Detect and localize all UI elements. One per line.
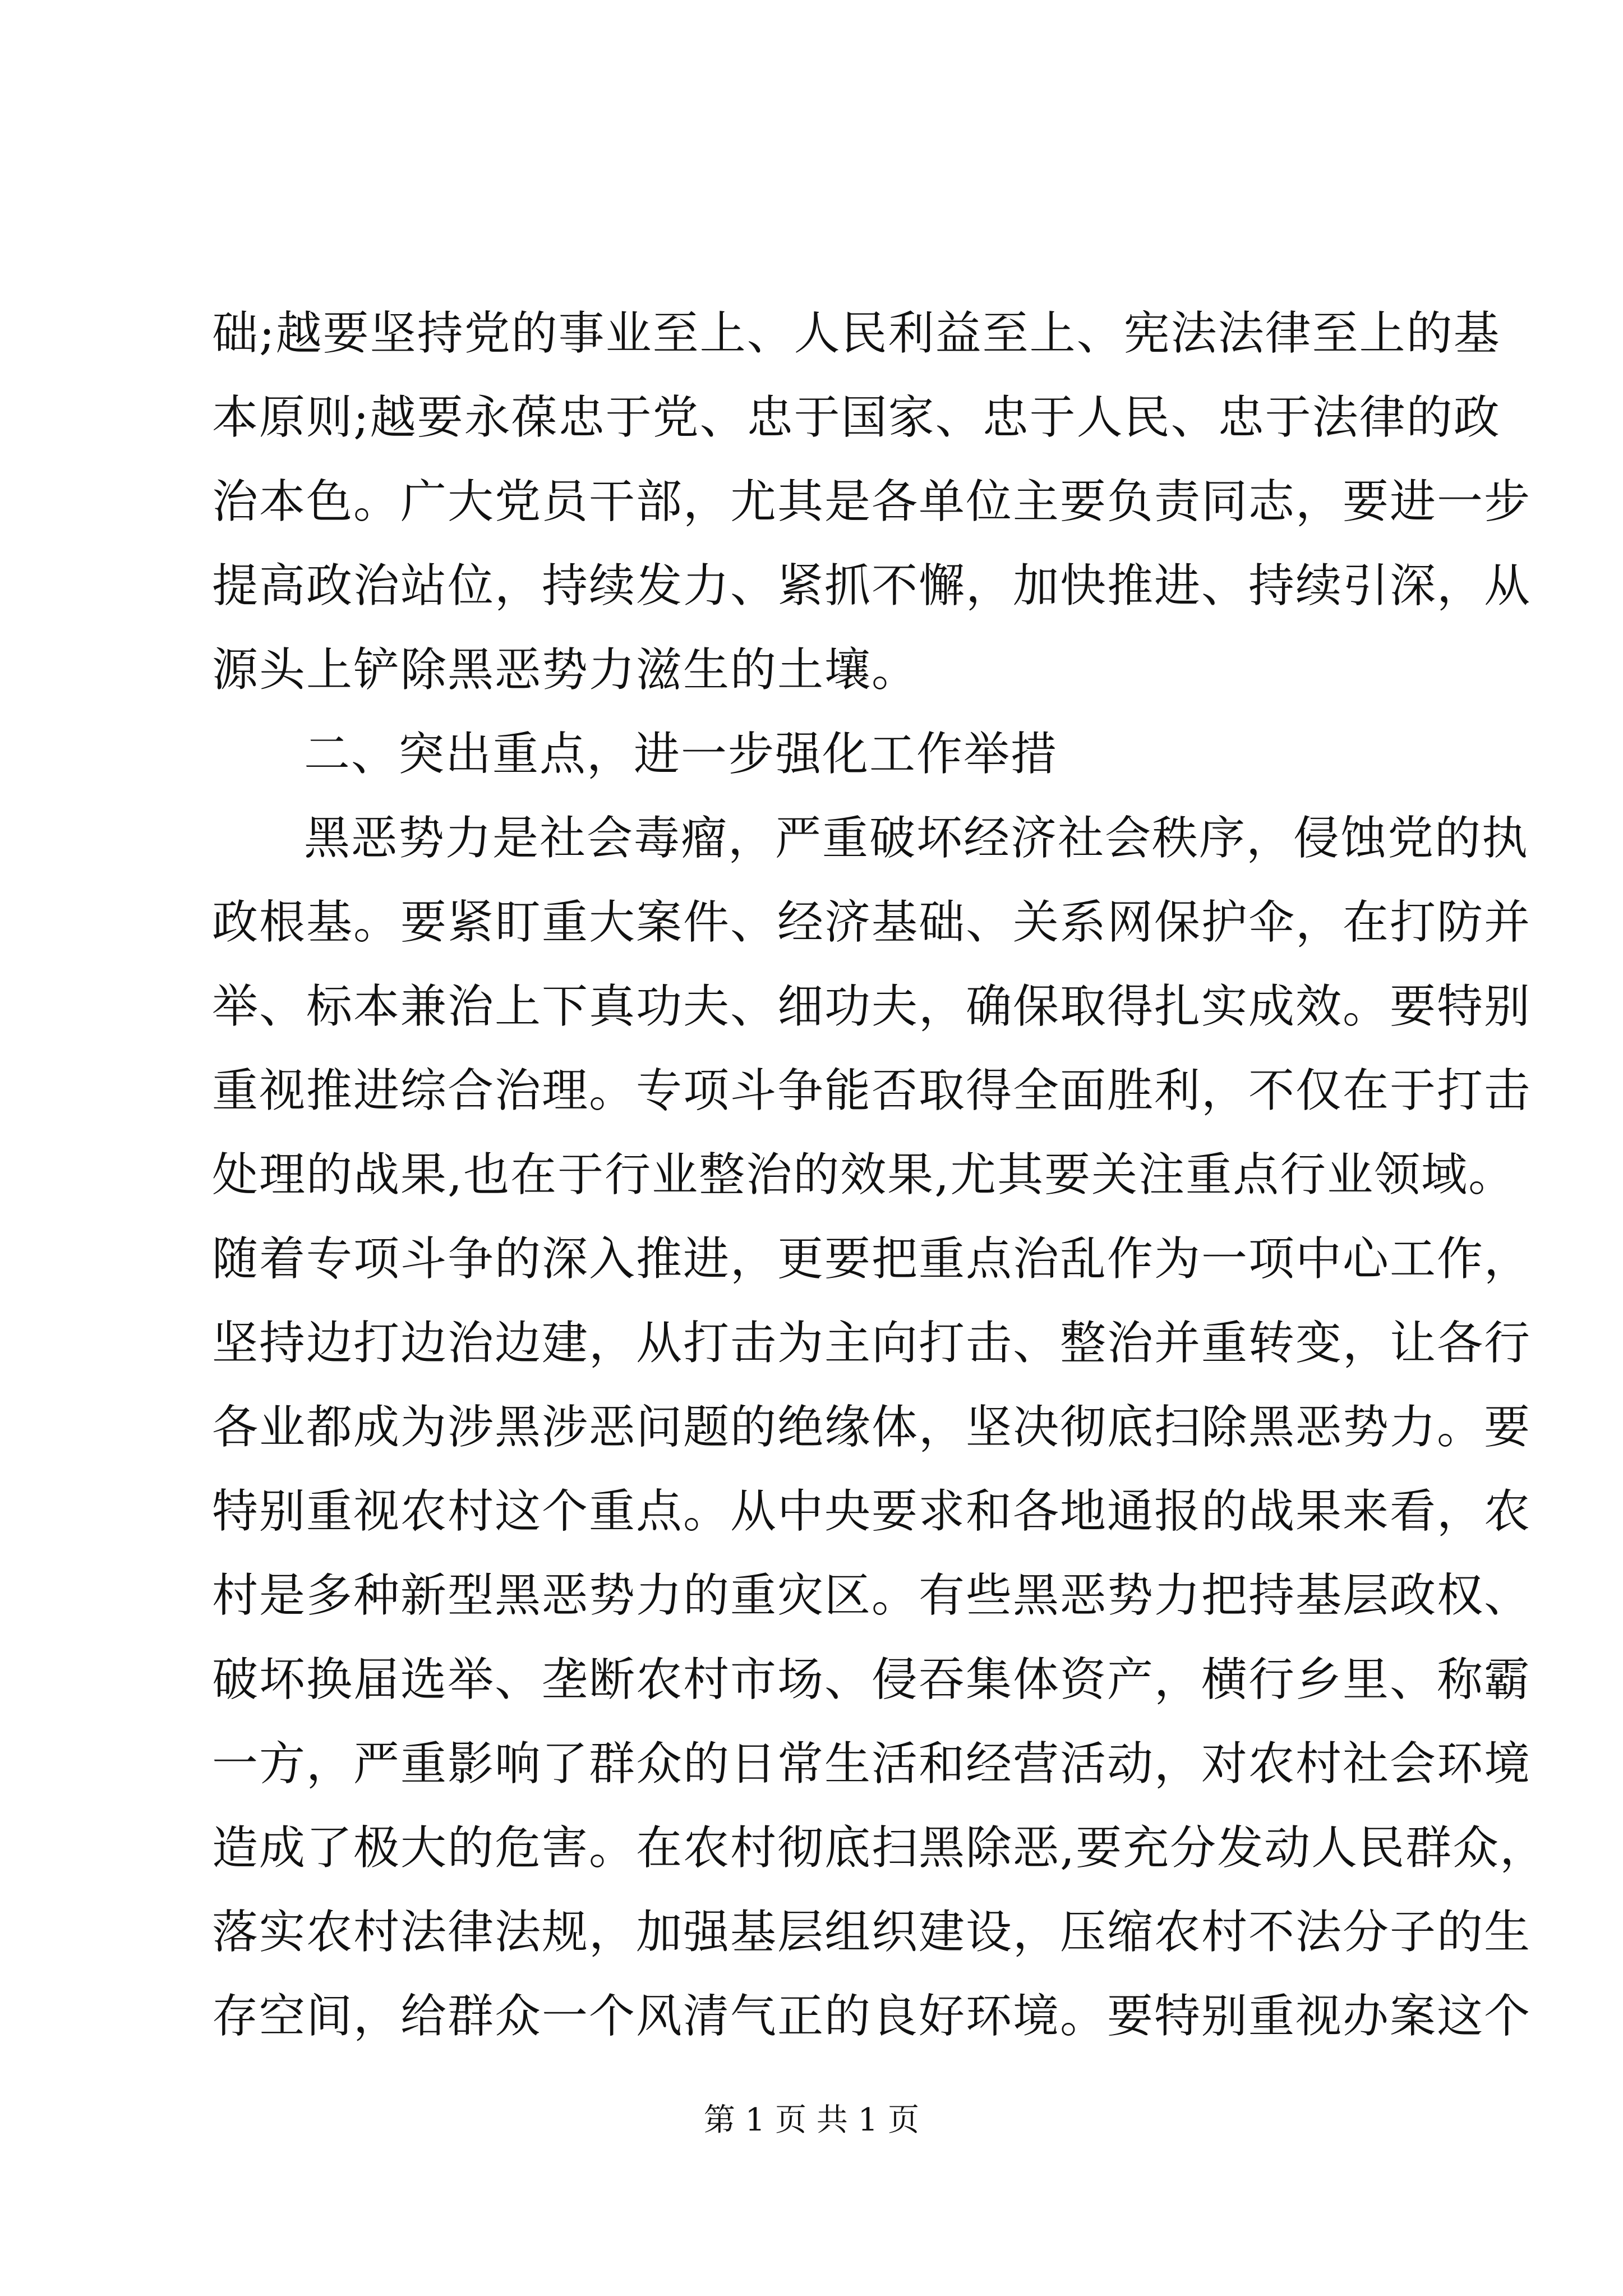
text-line: 破坏换届选举、垄断农村市场、侵吞集体资产，横行乡里、称霸 (212, 1653, 1532, 1706)
text-line: 黑恶势力是社会毒瘤，严重破坏经济社会秩序，侵蚀党的执 (304, 812, 1529, 865)
text-line: 各业都成为涉黑涉恶问题的绝缘体，坚决彻底扫除黑恶势力。要 (212, 1401, 1532, 1454)
text-line: 随着专项斗争的深入推进，更要把重点治乱作为一项中心工作， (212, 1232, 1532, 1286)
text-line: 存空间，给群众一个风清气正的良好环境。要特别重视办案这个 (212, 1990, 1532, 2043)
text-line: 落实农村法律法规，加强基层组织建设，压缩农村不法分子的生 (212, 1906, 1532, 1959)
text-line: 特别重视农村这个重点。从中央要求和各地通报的战果来看，农 (212, 1485, 1532, 1538)
page-footer: 第 1 页 共 1 页 (703, 2102, 920, 2138)
text-line: 举、标本兼治上下真功夫、细功夫，确保取得扎实成效。要特别 (212, 980, 1532, 1033)
text-line: 处理的战果,也在于行业整治的效果,尤其要关注重点行业领域。 (212, 1148, 1516, 1202)
text-line: 提高政治站位，持续发力、紧抓不懈，加快推进、持续引深，从 (212, 559, 1532, 613)
text-line: 坚持边打边治边建，从打击为主向打击、整治并重转变，让各行 (212, 1317, 1532, 1370)
text-line: 础;越要坚持党的事业至上、人民利益至上、宪法法律至上的基 (212, 307, 1501, 360)
text-line: 源头上铲除黑恶势力滋生的土壤。 (212, 643, 919, 697)
text-line: 政根基。要紧盯重大案件、经济基础、关系网保护伞，在打防并 (212, 896, 1532, 949)
document-body (212, 292, 1547, 2059)
text-line: 村是多种新型黑恶势力的重灾区。有些黑恶势力把持基层政权、 (212, 1569, 1532, 1622)
text-line: 本原则;越要永葆忠于党、忠于国家、忠于人民、忠于法律的政 (212, 391, 1501, 444)
text-line: 治本色。广大党员干部，尤其是各单位主要负责同志，要进一步 (212, 475, 1532, 528)
text-line: 一方，严重影响了群众的日常生活和经营活动，对农村社会环境 (212, 1737, 1532, 1791)
text-line: 造成了极大的危害。在农村彻底扫黑除恶,要充分发动人民群众， (212, 1821, 1547, 1875)
text-line: 重视推进综合治理。专项斗争能否取得全面胜利，不仅在于打击 (212, 1064, 1532, 1117)
section-heading: 二、突出重点，进一步强化工作举措 (304, 728, 1058, 781)
